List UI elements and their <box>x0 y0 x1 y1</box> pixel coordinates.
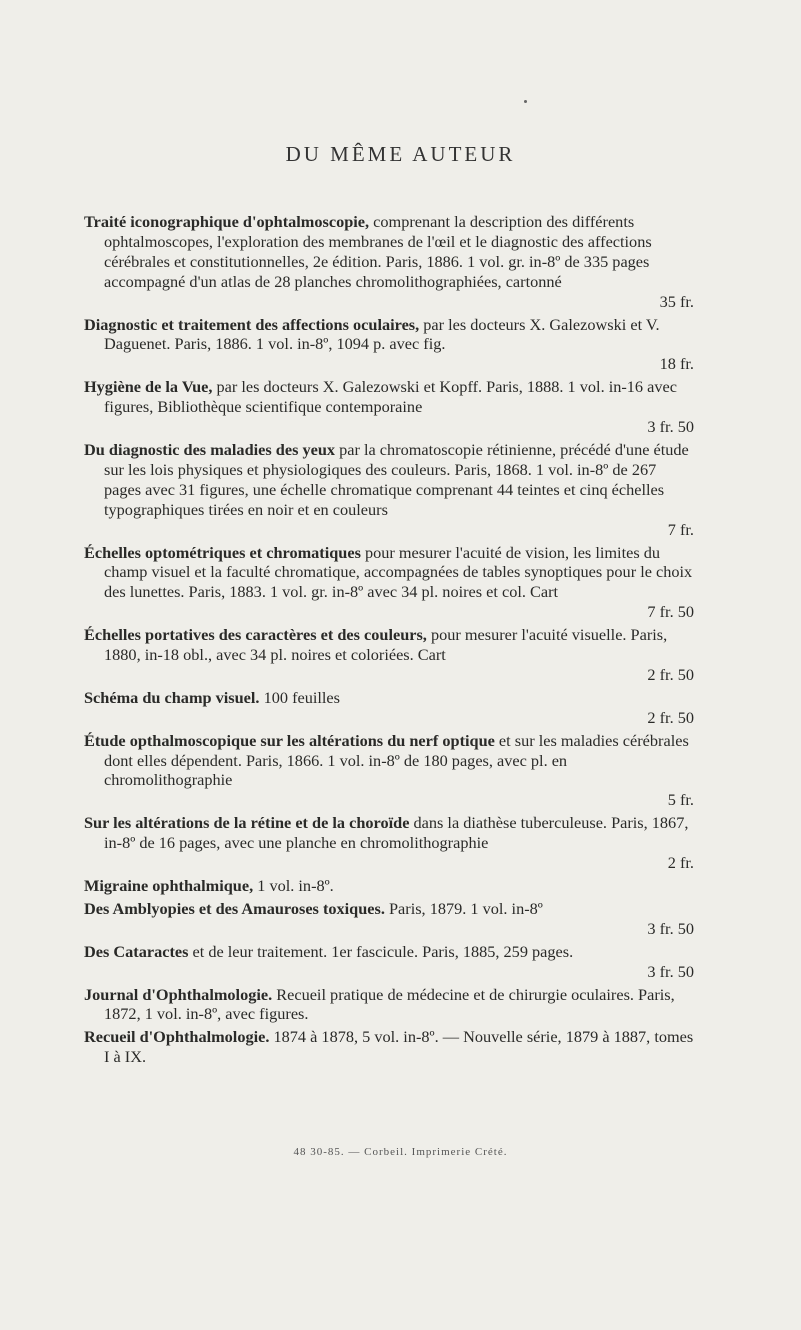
entry-price: 18 fr. <box>659 354 694 374</box>
entry-price: 35 fr. <box>659 291 694 311</box>
entry-description: 1 vol. in-8º. <box>253 876 334 895</box>
entry-title: Journal d'Ophthalmologie. <box>84 984 273 1004</box>
bibliography-entry <box>84 876 694 896</box>
entry-title: Migraine ophthalmique, <box>84 876 254 895</box>
bibliography-entry <box>84 377 694 437</box>
entry-price: 3 fr. 50 <box>647 961 694 981</box>
entry-description: pour mesurer l'acuité de vision, les limites du champ visuel et la faculté chromatique, accompagnées de tables synoptiques pour le choix des lunettes. Paris, 1883. 1 vol. gr. in-8º avec 34 pl. noires et col. Cart <box>104 542 693 602</box>
entry-price: 3 fr. 50 <box>647 417 694 437</box>
entry-description: et sur les maladies cérébrales dont elles dépendent. Paris, 1866. 1 vol. in-8º de 180 pages, avec pl. en chromolithographie <box>104 730 689 790</box>
entry-description: Recueil pratique de médecine et de chirurgie oculaires. Paris, 1872, 1 vol. in-8º, avec figures. <box>104 984 675 1024</box>
entry-title: Sur les altérations de la rétine et de la choroïde <box>84 813 410 833</box>
bibliography-entry <box>84 813 694 873</box>
entry-title: Traité iconographique d'ophtalmoscopie, <box>84 212 370 231</box>
bibliography-entry <box>84 688 694 728</box>
entry-price: 7 fr. 50 <box>647 602 694 622</box>
bibliography-entry <box>84 212 694 312</box>
entry-title: Étude opthalmoscopique sur les altérations du nerf optique <box>84 730 495 750</box>
bibliography-entry <box>84 315 694 375</box>
entry-title: Du diagnostic des maladies des yeux <box>84 439 336 459</box>
entry-description: 1874 à 1878, 5 vol. in-8º. — Nouvelle série, 1879 à 1887, tomes I à IX. <box>104 1027 694 1067</box>
bibliography-list <box>84 212 694 1070</box>
entry-title: Diagnostic et traitement des affections oculaires, <box>84 314 420 334</box>
entry-title: Des Cataractes <box>84 941 189 961</box>
entry-description: pour mesurer l'acuité visuelle. Paris, 1880, in-18 obl., avec 34 pl. noires et coloriées. Cart <box>104 625 668 665</box>
bibliography-entry <box>84 543 694 623</box>
entry-description: comprenant la description des différents ophtalmoscopes, l'exploration des membranes de l'œil et le diagnostic des affections cérébrales et constitutionnelles, 2e édition. Paris, 1886. 1 vol. gr. in-8º de 335 pages accompagné d'un atlas de 28 planches chromolithographiées, cartonné <box>104 212 652 291</box>
bibliography-entry <box>84 942 694 982</box>
bibliography-entry <box>84 985 694 1025</box>
bibliography-entry <box>84 899 694 939</box>
entry-description: par les docteurs X. Galezowski et Kopff. Paris, 1888. 1 vol. in-16 avec figures, Bibliothèque scientifique contemporaine <box>104 377 677 417</box>
entry-price: 2 fr. 50 <box>647 707 694 727</box>
entry-description: par la chromatoscopie rétinienne, précédé d'une étude sur les lois physiques et physiologiques des couleurs. Paris, 1868. 1 vol. in-8º de 267 pages avec 31 figures, une échelle chromatique comprenant 44 teintes et cinq échelles typographiques tirées en noir et en couleurs <box>104 439 689 519</box>
printer-imprint: 48 30-85. — Corbeil. Imprimerie Crété. <box>293 1146 508 1158</box>
bibliography-entry <box>84 1027 694 1067</box>
bibliography-entry <box>84 731 694 811</box>
entry-price: 3 fr. 50 <box>647 918 694 938</box>
page-heading: DU MÊME AUTEUR <box>285 142 516 166</box>
entry-description: Paris, 1879. 1 vol. in-8º <box>384 898 543 918</box>
entry-title: Des Amblyopies et des Amauroses toxiques. <box>84 898 385 918</box>
entry-description: 100 feuilles <box>259 687 340 707</box>
entry-title: Échelles optométriques et chromatiques <box>84 542 361 562</box>
ink-speck <box>524 100 527 103</box>
entry-price: 2 fr. 50 <box>647 664 694 684</box>
bibliography-entry <box>84 625 694 685</box>
entry-title: Schéma du champ visuel. <box>84 687 260 707</box>
entry-price: 7 fr. <box>667 519 694 539</box>
entry-title: Hygiène de la Vue, <box>84 377 213 397</box>
entry-description: par les docteurs X. Galezowski et V. Daguenet. Paris, 1886. 1 vol. in-8º, 1094 p. avec fig. <box>104 314 660 354</box>
entry-description: et de leur traitement. 1er fascicule. Paris, 1885, 259 pages. <box>188 941 574 961</box>
entry-price: 5 fr. <box>667 790 694 810</box>
entry-title: Recueil d'Ophthalmologie. <box>84 1027 270 1047</box>
bibliography-entry <box>84 440 694 540</box>
entry-title: Échelles portatives des caractères et des couleurs, <box>84 625 427 645</box>
entry-description: dans la diathèse tuberculeuse. Paris, 1867, in-8º de 16 pages, avec une planche en chromolithographie <box>104 813 689 853</box>
entry-price: 2 fr. <box>667 853 694 873</box>
